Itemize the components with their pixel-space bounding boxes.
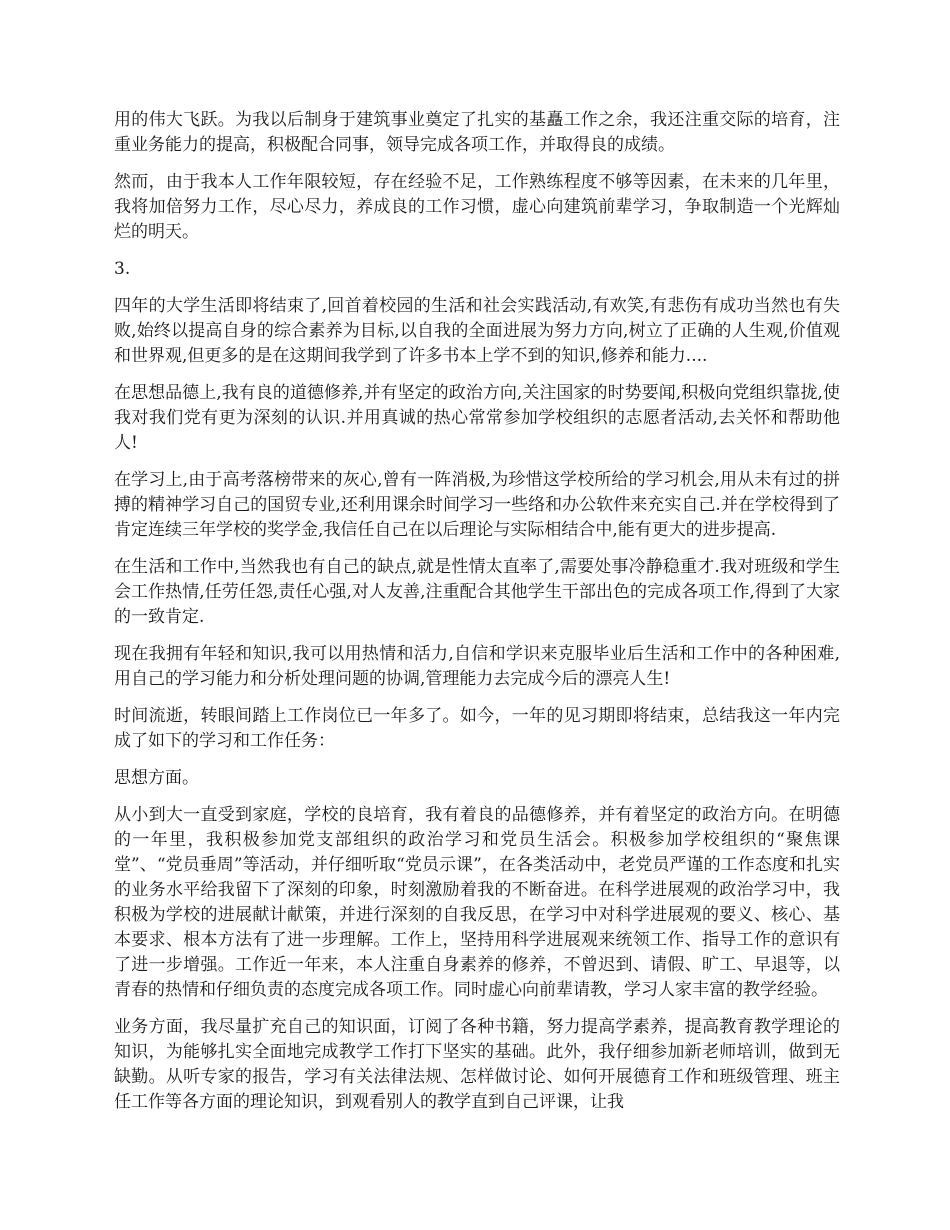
section-heading: 思想方面。 [114,768,199,788]
paragraph: 时间流逝，转眼间踏上工作岗位已一年多了。如今，一年的见习期即将结束，总结我这一年内完成了如下的学习和工作任务： [114,706,840,751]
paragraph: 然而，由于我本人工作年限较短，存在经验不足，工作熟练程度不够等因素，在未来的几年里，我将加倍努力工作，尽心尽力，养成良的工作习惯，虚心向建筑前辈学习，争取制造一个光辉灿烂的明天。 [114,172,840,242]
paragraph: 现在我拥有年轻和知识,我可以用热情和活力,自信和学识来克服毕业后生活和工作中的各种困难,用自己的学习能力和分析处理问题的协调,管理能力去完成今后的漂亮人生! [114,644,840,689]
document-body [114,108,840,1127]
section-number: 3. [114,259,131,279]
paragraph: 业务方面，我尽量扩充自己的知识面，订阅了各种书籍，努力提高学素养，提高教育教学理论的知识，为能够扎实全面地完成教学工作打下坚实的基础。此外，我仔细参加新老师培训，做到无缺勤。从听专家的报告，学习有关法律法规、怎样做讨论、如何开展德育工作和班级管理、班主任工作等各方面的理论知识，到观看别人的教学直到自己评课，让我 [114,1017,840,1112]
paragraph: 在学习上,由于高考落榜带来的灰心,曾有一阵消极,为珍惜这学校所给的学习机会,用从未有过的拼搏的精神学习自己的国贸专业,还利用课余时间学习一些络和办公软件来充实自己.并在学校得到了肯定连续三年学校的奖学金,我信任自己在以后理论与实际相结合中,能有更大的进步提高. [114,470,840,540]
paragraph: 在生活和工作中,当然我也有自己的缺点,就是性情太直率了,需要处事冷静稳重才.我对班级和学生会工作热情,任劳任怨,责任心强,对人友善,注重配合其他学生干部出色的完成各项工作,得到了大家的一致肯定. [114,557,840,627]
paragraph: 在思想品德上,我有良的道德修养,并有坚定的政治方向,关注国家的时势要闻,积极向党组织靠拢,使我对我们党有更为深刻的认识.并用真诚的热心常常参加学校组织的志愿者活动,去关怀和帮助他人! [114,383,840,453]
paragraph: 从小到大一直受到家庭，学校的良培育，我有着良的品德修养，并有着坚定的政治方向。在明德的一年里，我积极参加党支部组织的政治学习和党员生活会。积极参加学校组织的“聚焦课堂”、“党员垂周”等活动，并仔细听取“党员示课”，在各类活动中，老党员严谨的工作态度和扎实的业务水平给我留下了深刻的印象，时刻激励着我的不断奋进。在科学进展观的政治学习中，我积极为学校的进展献计献策，并进行深刻的自我反思，在学习中对科学进展观的要义、核心、基本要求、根本方法有了进一步理解。工作上，坚持用科学进展观来统领工作、指导工作的意识有了进一步增强。工作近一年来，本人注重自身素养的修养，不曾迟到、请假、旷工、早退等，以青春的热情和仔细负责的态度完成各项工作。同时虚心向前辈请教，学习人家丰富的教学经验。 [114,805,840,1000]
paragraph: 四年的大学生活即将结束了,回首着校园的生活和社会实践活动,有欢笑,有悲伤有成功当然也有失败,始终以提高自身的综合素养为目标,以自我的全面进展为努力方向,树立了正确的人生观,价值观和世界观,但更多的是在这期间我学到了许多书本上学不到的知识,修养和能力.... [114,296,840,366]
paragraph: 用的伟大飞跃。为我以后制身于建筑事业奠定了扎实的基矗工作之余，我还注重交际的培育，注重业务能力的提高，积极配合同事，领导完成各项工作，并取得良的成绩。 [114,110,840,155]
